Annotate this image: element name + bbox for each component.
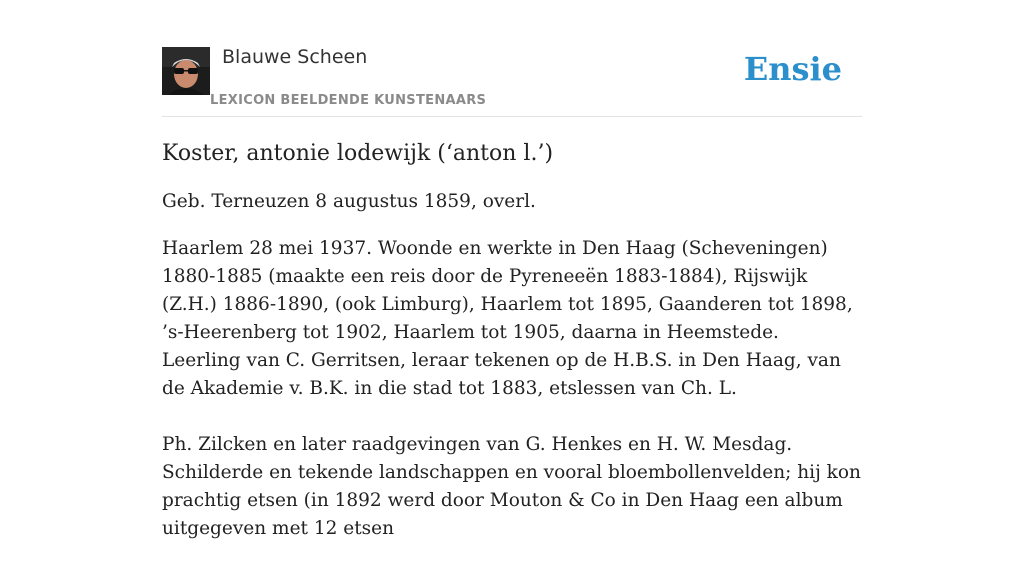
avatar-photo-icon	[162, 47, 210, 95]
category-label[interactable]: LEXICON BEELDENDE KUNSTENAARS	[210, 93, 487, 108]
article-title: Koster, antonie lodewijk (‘anton l.’)	[162, 141, 554, 166]
brand-logo[interactable]: Ensie	[743, 50, 842, 88]
article-paragraph: Geb. Terneuzen 8 augustus 1859, overl.	[162, 191, 536, 212]
article-header	[162, 44, 862, 117]
article-paragraph: Haarlem 28 mei 1937. Woonde en werkte in Den Haag (Scheveningen) 1880-1885 (maakte een reis door de Pyreneeën 1883-1884), Rijswijk (Z.H.) 1886-1890, (ook Limburg), Haarlem tot 1895, Gaanderen tot 1898, ’s-Heerenberg tot 1902, Haarlem tot 1905, daarna in Heemstede. Leerling van C. Gerritsen, leraar tekenen op de H.B.S. in Den Haag, van de Akademie v. B.K. in die stad tot 1883, etslessen van Ch. L.	[162, 238, 853, 399]
author-avatar[interactable]	[162, 47, 210, 95]
article-body	[162, 138, 862, 562]
article-paragraph: Ph. Zilcken en later raadgevingen van G. Henkes en H. W. Mesdag. Schilderde en tekende landschappen en vooral bloembollenvelden; hij kon prachtig etsen (in 1892 werd door Mouton & Co in Den Haag een album uitgegeven met 12 etsen	[162, 434, 861, 539]
author-name[interactable]: Blauwe Scheen	[222, 46, 368, 68]
